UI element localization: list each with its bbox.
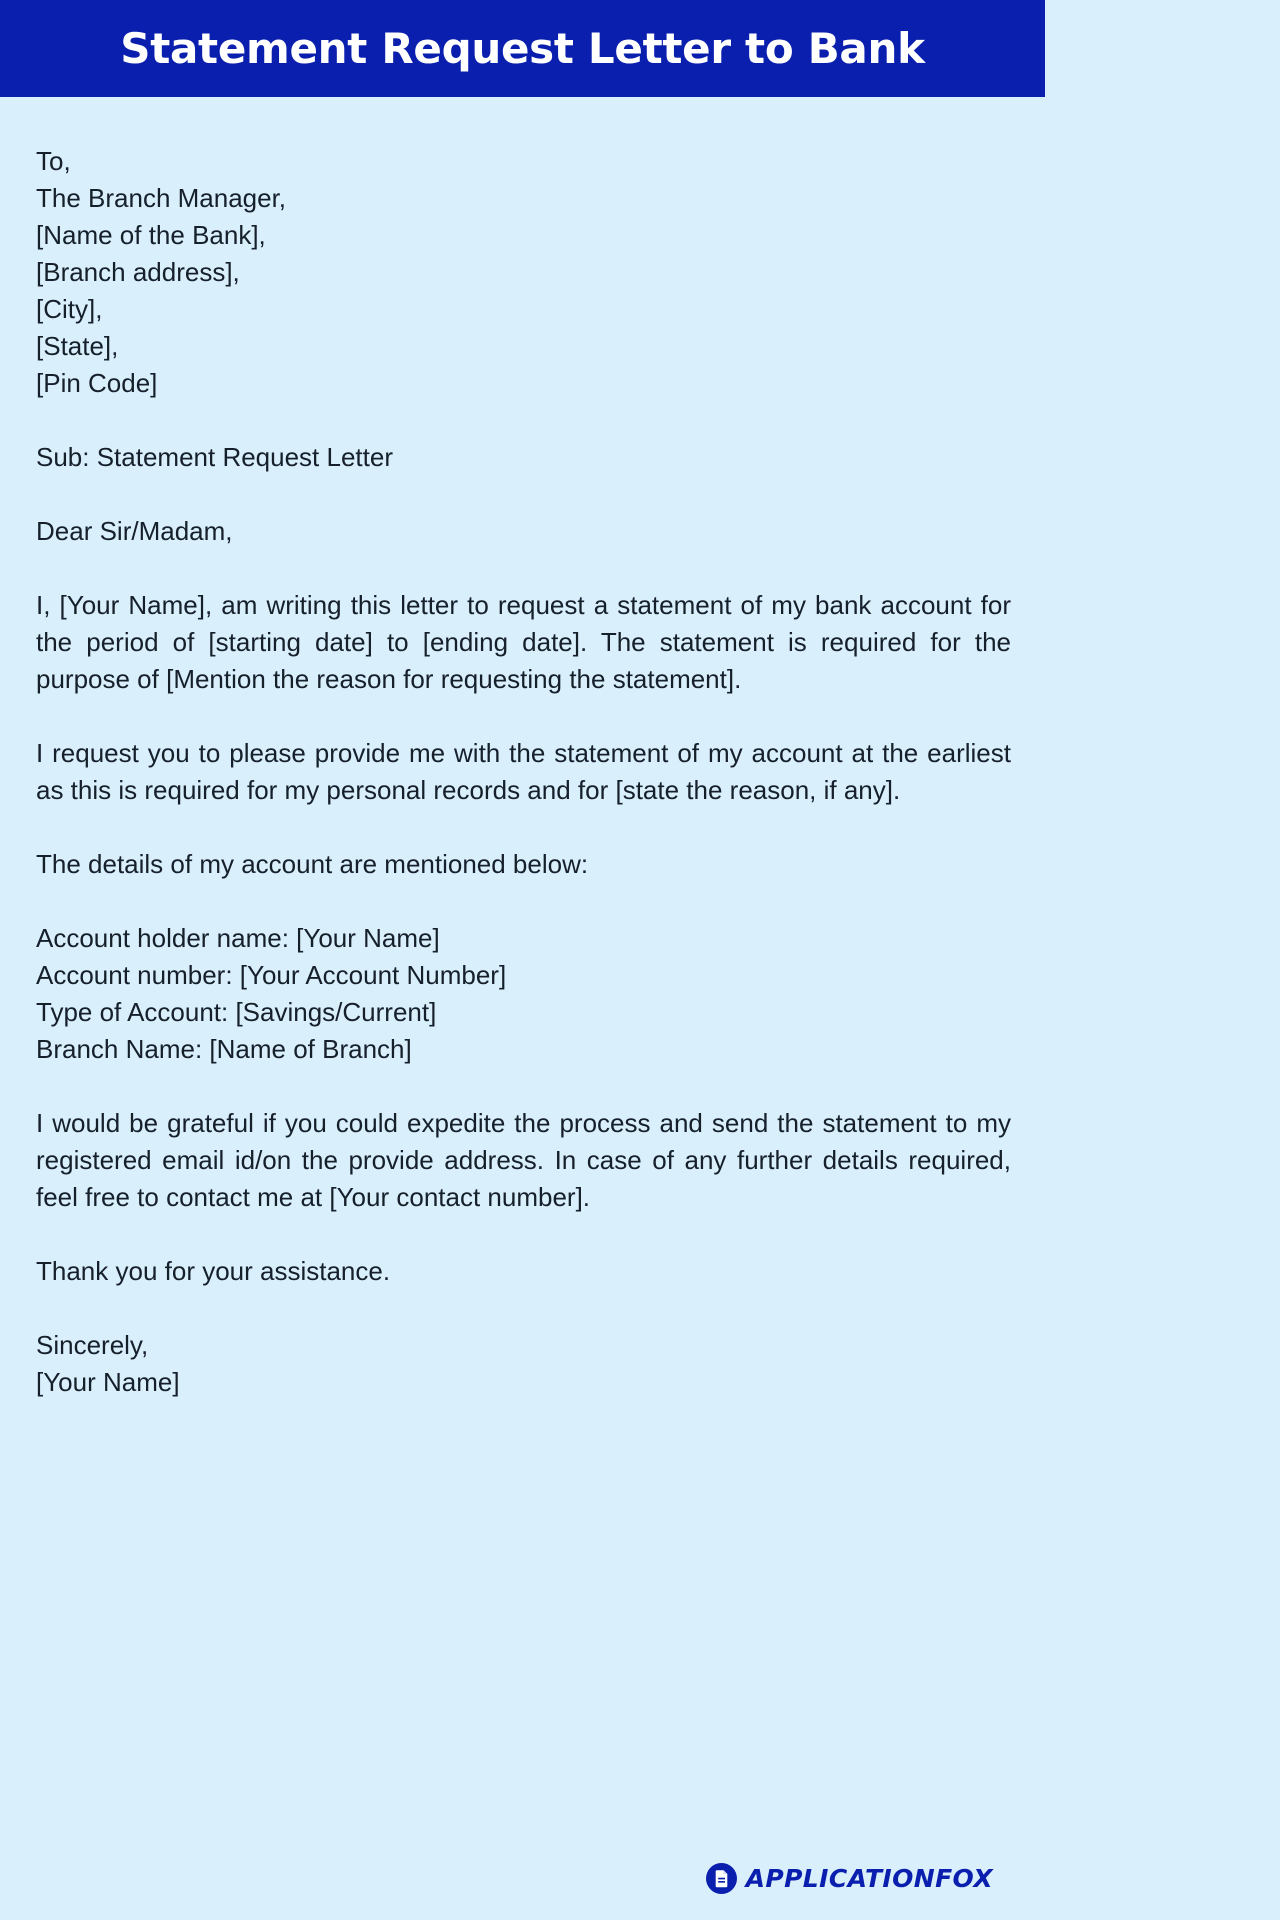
document-icon <box>706 1863 737 1894</box>
recipient-address-block <box>36 143 1011 402</box>
subject-line: Sub: Statement Request Letter <box>36 442 393 472</box>
address-line-bank-name: [Name of the Bank], <box>36 220 266 250</box>
address-line-state: [State], <box>36 331 119 361</box>
address-line-branch-address: [Branch address], <box>36 257 240 287</box>
spacer-after-address <box>36 402 1011 439</box>
account-type-line: Type of Account: [Savings/Current] <box>36 997 437 1027</box>
address-line-pin-code: [Pin Code] <box>36 368 158 398</box>
spacer-after-subject <box>36 476 1011 513</box>
paragraph-expedite-request: I would be grateful if you could expedite the process and send the statement to my registered email id/on the provide address. In case of any further details required, feel free to contact me at [Your contact number]. <box>36 1108 1011 1212</box>
account-number-line: Account number: [Your Account Number] <box>36 960 507 990</box>
salutation: Dear Sir/Madam, <box>36 516 233 546</box>
paragraph-request-detail: I request you to please provide me with the statement of my account at the earliest as this is required for my personal records and for [state the reason, if any]. <box>36 738 1011 805</box>
brand-secondary: FOX <box>935 1864 993 1893</box>
closing-block <box>36 1327 1011 1401</box>
brand-primary: APPLICATION <box>745 1864 936 1893</box>
spacer-after-paragraph-3 <box>36 1216 1011 1253</box>
address-line-to: To, <box>36 146 71 176</box>
spacer-after-salutation <box>36 550 1011 587</box>
account-holder-name-line: Account holder name: [Your Name] <box>36 923 440 953</box>
footer-brand <box>706 1863 993 1894</box>
spacer-after-paragraph-2 <box>36 809 1011 846</box>
thanks-line: Thank you for your assistance. <box>36 1256 391 1286</box>
header-banner <box>0 0 1045 97</box>
account-details-intro: The details of my account are mentioned below: <box>36 849 589 879</box>
spacer-after-paragraph-1 <box>36 698 1011 735</box>
spacer-after-thanks <box>36 1290 1011 1327</box>
spacer-after-account-details <box>36 1068 1011 1105</box>
spacer-after-details-intro <box>36 883 1011 920</box>
address-line-branch-manager: The Branch Manager, <box>36 183 287 213</box>
address-line-city: [City], <box>36 294 103 324</box>
letter-body <box>0 97 1045 1401</box>
page-title: Statement Request Letter to Bank <box>120 23 925 73</box>
account-details-list <box>36 920 1011 1068</box>
brand-wordmark <box>746 1866 993 1891</box>
closing-sincerely: Sincerely, <box>36 1330 149 1360</box>
closing-signature-name: [Your Name] <box>36 1367 180 1397</box>
paragraph-request-intro: I, [Your Name], am writing this letter to request a statement of my bank account for the period of [starting date] to [ending date]. The statement is required for the purpose of [Mention the reason for requesting the statement]. <box>36 590 1011 694</box>
branch-name-line: Branch Name: [Name of Branch] <box>36 1034 412 1064</box>
